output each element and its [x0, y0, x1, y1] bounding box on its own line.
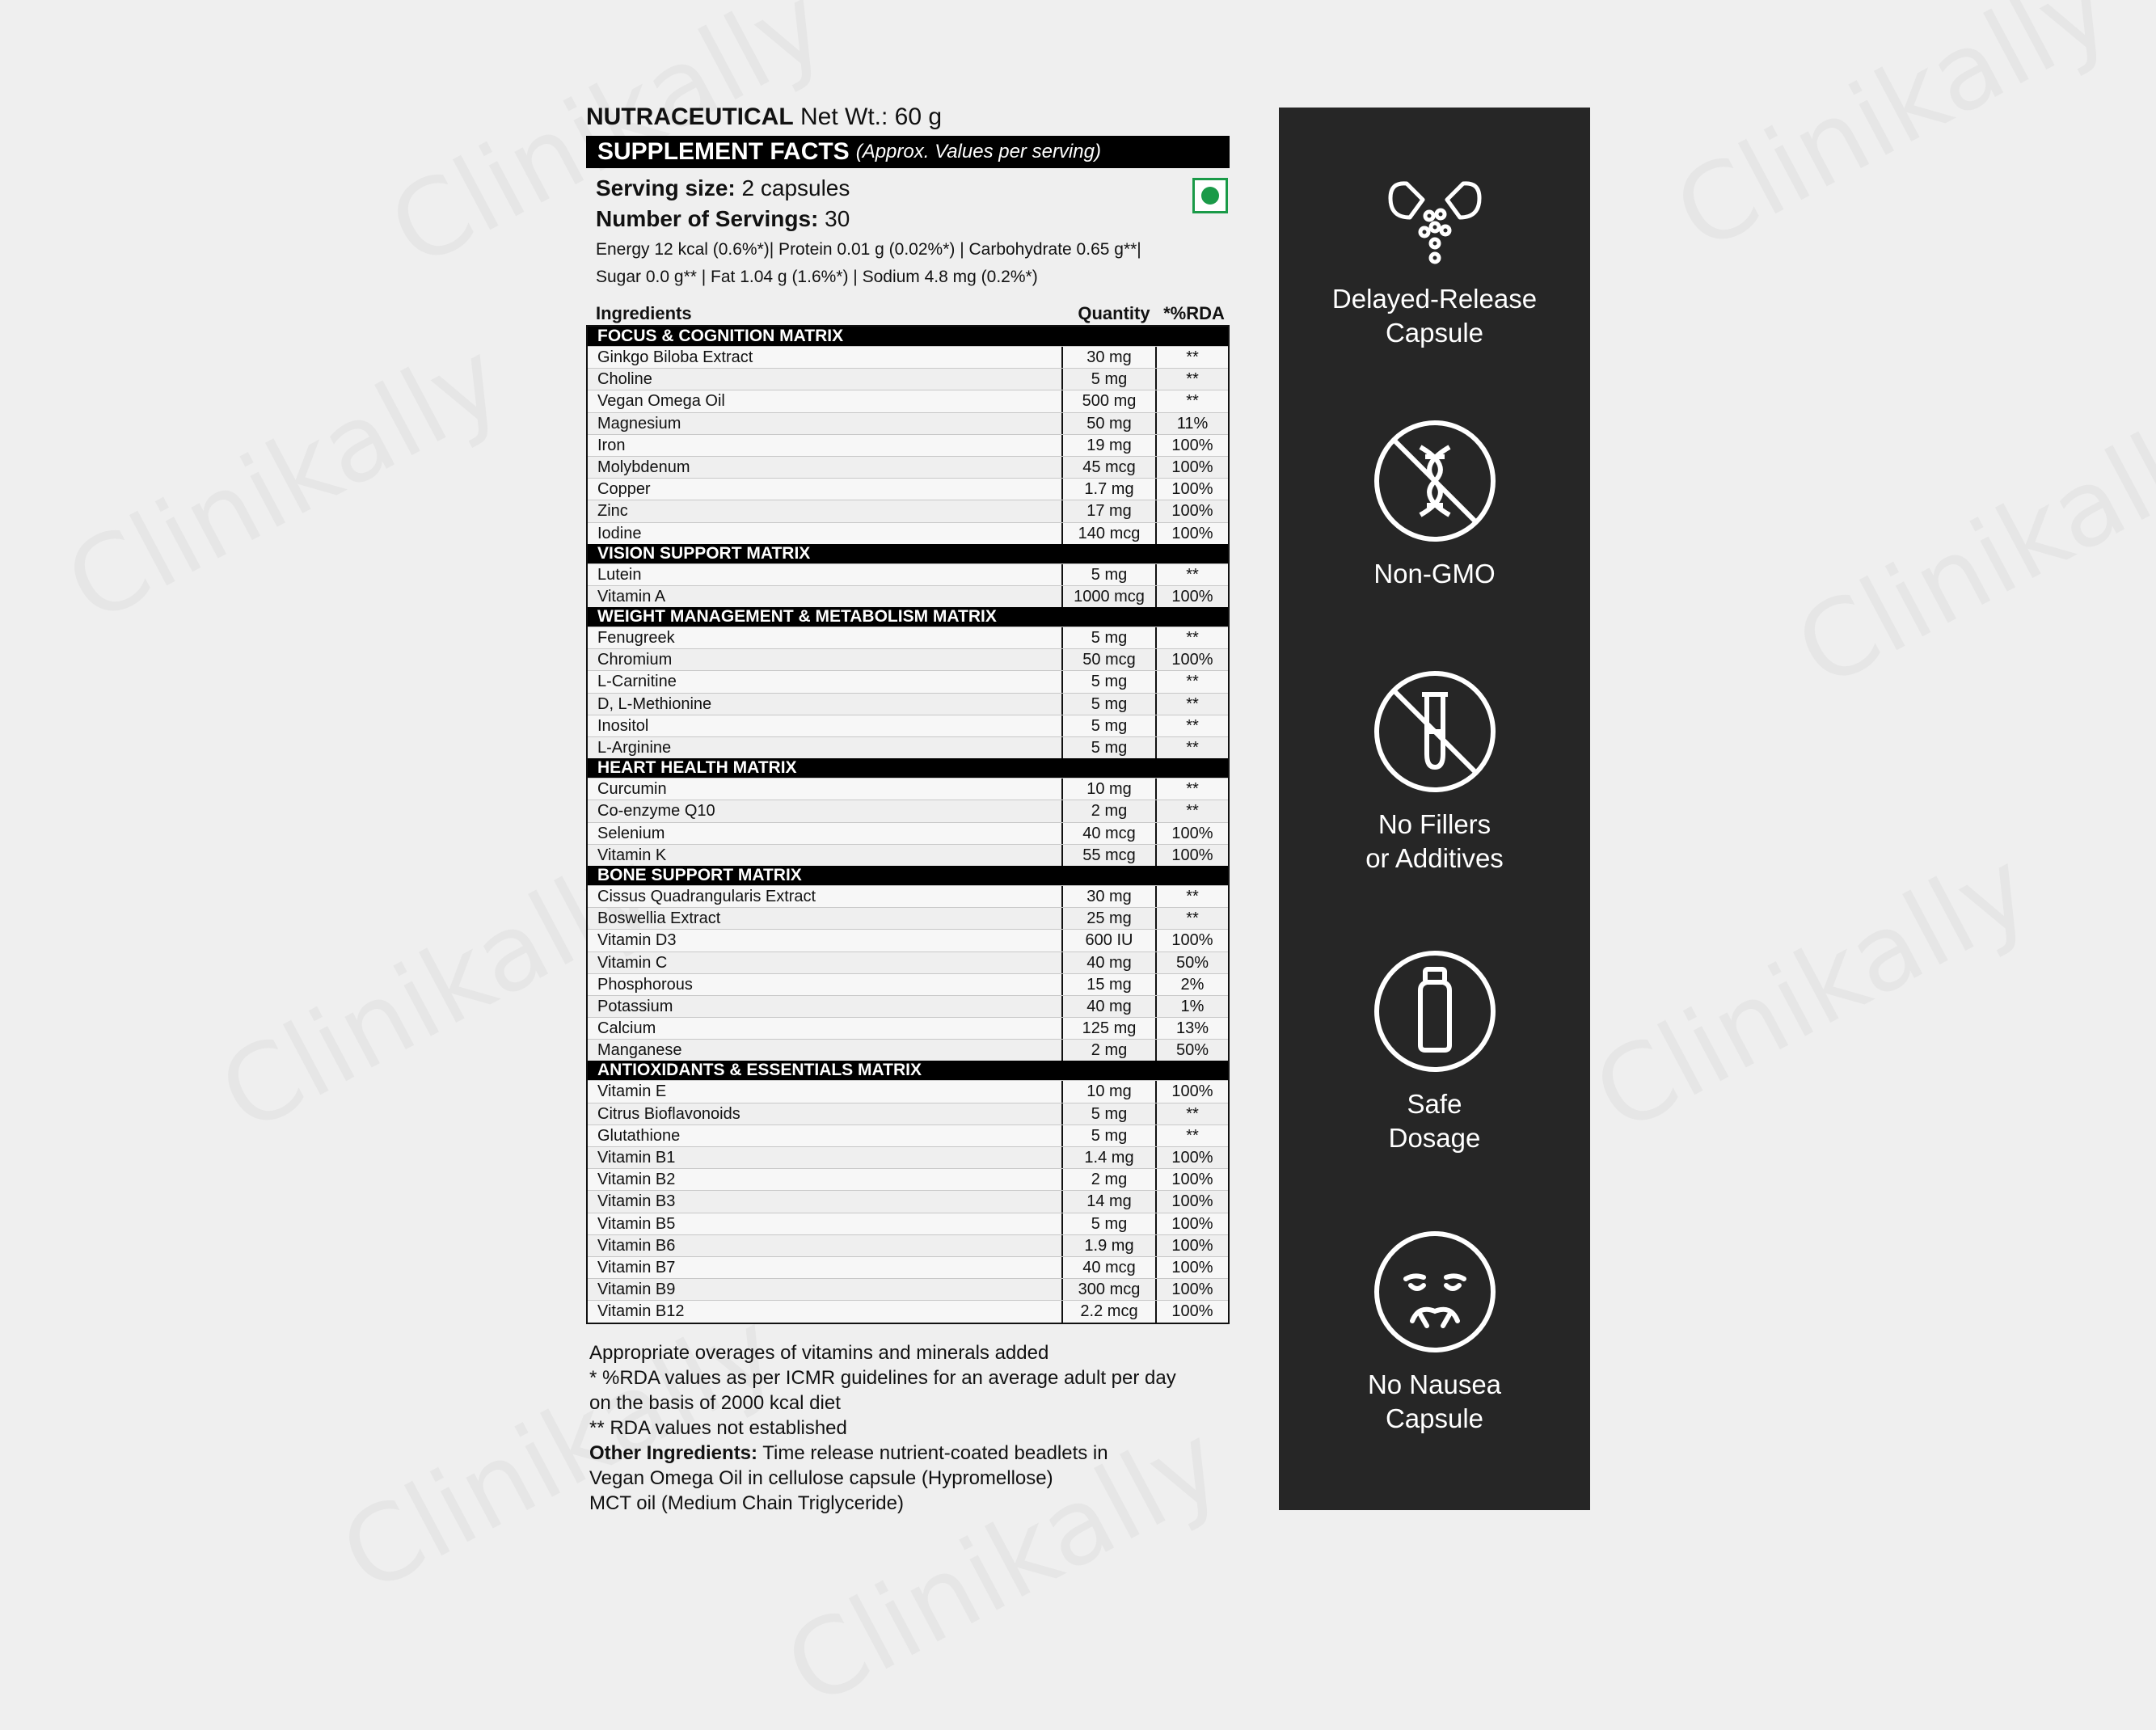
ingredient-rda: **	[1186, 565, 1199, 584]
footnote: * %RDA values as per ICMR guidelines for an average adult per day	[589, 1366, 1176, 1389]
net-weight: Net Wt.: 60 g	[800, 103, 943, 130]
table-row	[588, 778, 1228, 800]
table-row	[588, 1168, 1228, 1190]
ingredient-name: D, L-Methionine	[597, 694, 712, 713]
ingredient-name: Copper	[597, 480, 651, 499]
section-rows	[588, 346, 1228, 544]
section-header: FOCUS & COGNITION MATRIX	[588, 327, 1228, 346]
section-header: WEIGHT MANAGEMENT & METABOLISM MATRIX	[588, 607, 1228, 627]
ingredient-quantity: 5 mg	[1061, 737, 1157, 758]
ingredient-name: Vitamin B1	[597, 1149, 676, 1167]
feature-no-nausea	[1279, 1227, 1590, 1436]
serving-info	[586, 173, 1230, 234]
ingredient-name: Curcumin	[597, 780, 667, 799]
bottle-icon	[1370, 947, 1500, 1076]
ingredient-name: Iodine	[597, 524, 642, 542]
table-row	[588, 434, 1228, 456]
ingredient-rda: 100%	[1171, 1281, 1213, 1299]
net-weight-line	[586, 100, 1230, 134]
feature-safe-dosage	[1279, 947, 1590, 1155]
watermark	[1656, 0, 2129, 275]
ingredient-rda: 100%	[1171, 824, 1213, 842]
ingredient-name: Vitamin K	[597, 846, 667, 864]
table-row	[588, 390, 1228, 411]
section-rows	[588, 778, 1228, 866]
table-row	[588, 929, 1228, 951]
ingredient-rda: 100%	[1171, 480, 1213, 499]
features-panel	[1279, 108, 1590, 1510]
nutrient-summary	[586, 236, 1230, 291]
ingredient-name: Citrus Bioflavonoids	[597, 1104, 740, 1123]
ingredient-quantity: 500 mg	[1061, 390, 1157, 411]
table-row	[588, 952, 1228, 973]
ingredient-rda: 100%	[1171, 1082, 1213, 1101]
ingredient-rda: **	[1186, 909, 1199, 928]
ingredient-rda: 100%	[1171, 846, 1213, 864]
feature-label: Delayed-Release	[1331, 284, 1538, 314]
watermark	[47, 317, 521, 647]
feature-label: Capsule	[1385, 1403, 1484, 1433]
ingredient-name: Chromium	[597, 651, 673, 669]
supplement-label	[586, 100, 1230, 1516]
table-row	[588, 907, 1228, 929]
ingredient-name: Choline	[597, 370, 652, 389]
ingredient-quantity: 17 mg	[1061, 500, 1157, 521]
table-row	[588, 1146, 1228, 1168]
ingredient-name: Vitamin D3	[597, 931, 677, 950]
ingredient-quantity: 15 mg	[1061, 974, 1157, 995]
ingredient-rda: 100%	[1171, 1302, 1213, 1321]
feature-label: No Fillers	[1378, 809, 1491, 839]
ingredient-rda: **	[1186, 1104, 1199, 1123]
table-row	[588, 1256, 1228, 1278]
footnote: Appropriate overages of vitamins and minerals added	[589, 1341, 1049, 1364]
nutrient-line: Energy 12 kcal (0.6%*)| Protein 0.01 g (0.02%*) | Carbohydrate 0.65 g**|	[596, 240, 1141, 259]
ingredient-rda: **	[1186, 370, 1199, 389]
ingredient-name: Vitamin B6	[597, 1236, 676, 1255]
ingredient-name: Molybdenum	[597, 458, 690, 476]
ingredient-quantity: 5 mg	[1061, 694, 1157, 715]
ingredient-name: Calcium	[597, 1019, 656, 1038]
ingredient-quantity: 50 mg	[1061, 413, 1157, 434]
ingredient-rda: 100%	[1171, 1149, 1213, 1167]
ingredient-rda: 100%	[1171, 651, 1213, 669]
table-row	[588, 693, 1228, 715]
feature-label: or Additives	[1365, 843, 1504, 873]
rda-header: *%RDA	[1163, 303, 1225, 323]
dna-crossed-icon	[1370, 416, 1500, 546]
ingredient-rda: 2%	[1180, 975, 1205, 994]
number-of-servings	[596, 204, 1230, 234]
table-row	[588, 1190, 1228, 1212]
section-header: ANTIOXIDANTS & ESSENTIALS MATRIX	[588, 1061, 1228, 1080]
ingredient-rda: 50%	[1175, 953, 1209, 972]
table-row	[588, 1124, 1228, 1146]
ingredient-quantity: 140 mcg	[1061, 523, 1157, 544]
capsule-icon	[1374, 174, 1496, 271]
ingredient-quantity: 600 IU	[1061, 930, 1157, 951]
table-row	[588, 368, 1228, 390]
footnote: on the basis of 2000 kcal diet	[589, 1391, 841, 1414]
footnote: ** RDA values not established	[589, 1416, 847, 1439]
table-row	[588, 1080, 1228, 1102]
ingredient-rda: 100%	[1171, 587, 1213, 606]
table-row	[588, 346, 1228, 368]
ingredient-rda: 100%	[1171, 1214, 1213, 1233]
section-rows	[588, 563, 1228, 607]
ingredient-rda: **	[1186, 392, 1199, 411]
quantity-header: Quantity	[1078, 303, 1150, 323]
table-row	[588, 585, 1228, 607]
feature-delayed-release	[1279, 174, 1590, 350]
ingredient-name: L-Arginine	[597, 739, 672, 757]
ingredient-quantity: 2.2 mcg	[1061, 1301, 1157, 1322]
table-row	[588, 563, 1228, 585]
table-row	[588, 822, 1228, 844]
table-row	[588, 885, 1228, 907]
feature-label: Capsule	[1385, 318, 1484, 348]
ingredient-rda: **	[1186, 780, 1199, 799]
ingredient-rda: 50%	[1175, 1041, 1209, 1060]
ingredient-name: Fenugreek	[597, 629, 675, 648]
table-row	[588, 800, 1228, 821]
table-row	[588, 973, 1228, 995]
table-row	[588, 1039, 1228, 1061]
ingredient-name: Vitamin B9	[597, 1281, 676, 1299]
table-row	[588, 670, 1228, 692]
feature-label: Non-GMO	[1373, 559, 1496, 589]
ingredient-quantity: 55 mcg	[1061, 845, 1157, 866]
ingredient-name: Vitamin B7	[597, 1258, 676, 1276]
ingredient-quantity: 300 mcg	[1061, 1279, 1157, 1300]
table-row	[588, 1234, 1228, 1256]
ingredient-quantity: 40 mg	[1061, 996, 1157, 1017]
ingredient-name: Boswellia Extract	[597, 909, 721, 928]
ingredient-quantity: 2 mg	[1061, 1169, 1157, 1190]
table-row	[588, 995, 1228, 1017]
table-row	[588, 715, 1228, 736]
ingredient-name: Co-enzyme Q10	[597, 802, 715, 821]
ingredient-quantity: 50 mcg	[1061, 649, 1157, 670]
ingredient-rda: 100%	[1171, 931, 1213, 950]
section-rows	[588, 885, 1228, 1061]
serving-size-value: 2 capsules	[741, 175, 850, 200]
table-row	[588, 627, 1228, 648]
table-row	[588, 478, 1228, 500]
table-row	[588, 648, 1228, 670]
ingredient-quantity: 1.4 mg	[1061, 1147, 1157, 1168]
ingredient-quantity: 5 mg	[1061, 715, 1157, 736]
ingredient-rda: 100%	[1171, 1171, 1213, 1189]
ingredient-rda: **	[1186, 673, 1199, 691]
ingredient-rda: **	[1186, 629, 1199, 648]
ingredient-name: Vitamin B5	[597, 1214, 676, 1233]
table-header	[586, 302, 1230, 325]
serving-size-label: Serving size:	[596, 175, 736, 200]
nausea-face-icon	[1370, 1227, 1500, 1357]
table-row	[588, 1300, 1228, 1322]
ingredient-name: Vitamin B12	[597, 1302, 685, 1321]
ingredient-quantity: 5 mg	[1061, 1125, 1157, 1146]
nutrient-line: Sugar 0.0 g** | Fat 1.04 g (1.6%*) | Sodium 4.8 mg (0.2%*)	[596, 268, 1038, 286]
ingredient-rda: 1%	[1180, 997, 1205, 1015]
ingredient-quantity: 45 mcg	[1061, 457, 1157, 478]
other-ingredients-label: Other Ingredients:	[589, 1441, 758, 1464]
ingredient-quantity: 30 mg	[1061, 347, 1157, 368]
serving-size	[596, 173, 1230, 204]
ingredient-rda: 100%	[1171, 1258, 1213, 1276]
ingredient-quantity: 1000 mcg	[1061, 586, 1157, 607]
section-header: HEART HEALTH MATRIX	[588, 758, 1228, 778]
ingredient-name: Iron	[597, 436, 626, 454]
other-ingredients-text: MCT oil (Medium Chain Triglyceride)	[589, 1492, 904, 1514]
ingredient-rda: **	[1186, 348, 1199, 366]
table-row	[588, 522, 1228, 544]
ingredients-header: Ingredients	[596, 303, 692, 323]
ingredient-quantity: 5 mg	[1061, 564, 1157, 585]
section-rows	[588, 1080, 1228, 1322]
table-row	[588, 1017, 1228, 1039]
ingredient-rda: 100%	[1171, 436, 1213, 454]
ingredient-rda: **	[1186, 716, 1199, 735]
table-row	[588, 1103, 1228, 1124]
ingredient-quantity: 2 mg	[1061, 800, 1157, 821]
table-row	[588, 844, 1228, 866]
ingredient-quantity: 5 mg	[1061, 369, 1157, 390]
ingredient-name: Phosphorous	[597, 975, 693, 994]
ingredient-name: Vitamin A	[597, 587, 666, 606]
ingredient-quantity: 1.7 mg	[1061, 479, 1157, 500]
watermark	[1575, 826, 2048, 1156]
ingredient-quantity: 40 mcg	[1061, 1257, 1157, 1278]
ingredient-quantity: 25 mg	[1061, 908, 1157, 929]
servings-value: 30	[825, 206, 850, 231]
ingredient-quantity: 5 mg	[1061, 671, 1157, 692]
ingredient-rda: 13%	[1175, 1019, 1209, 1038]
veg-symbol-icon	[1192, 178, 1228, 213]
ingredient-quantity: 30 mg	[1061, 886, 1157, 907]
supplement-facts-bar	[586, 136, 1230, 168]
ingredient-name: Vitamin C	[597, 953, 668, 972]
ingredient-rda: 100%	[1171, 458, 1213, 476]
nutraceutical-label: NUTRACEUTICAL	[586, 103, 794, 130]
ingredient-rda: **	[1186, 887, 1199, 905]
table-row	[588, 456, 1228, 478]
ingredient-quantity: 5 mg	[1061, 1103, 1157, 1124]
ingredient-quantity: 40 mcg	[1061, 823, 1157, 844]
ingredient-name: Lutein	[597, 565, 642, 584]
ingredient-name: Inositol	[597, 716, 649, 735]
supplement-facts-subtitle: (Approx. Values per serving)	[855, 141, 1101, 162]
watermark	[1777, 382, 2156, 711]
table-row	[588, 736, 1228, 758]
ingredient-rda: 100%	[1171, 502, 1213, 521]
ingredient-name: Cissus Quadrangularis Extract	[597, 887, 816, 905]
ingredient-rda: **	[1186, 802, 1199, 821]
other-ingredients-text: Time release nutrient-coated beadlets in	[762, 1441, 1108, 1464]
supplement-facts-title: SUPPLEMENT FACTS	[597, 138, 850, 165]
servings-label: Number of Servings:	[596, 206, 819, 231]
ingredient-quantity: 5 mg	[1061, 1213, 1157, 1234]
ingredient-quantity: 40 mg	[1061, 952, 1157, 973]
table-row	[588, 1278, 1228, 1300]
ingredient-quantity: 2 mg	[1061, 1040, 1157, 1061]
feature-label: Safe	[1407, 1089, 1462, 1119]
ingredient-quantity: 1.9 mg	[1061, 1235, 1157, 1256]
section-rows	[588, 627, 1228, 758]
table-row	[588, 500, 1228, 521]
feature-label: Dosage	[1388, 1123, 1481, 1153]
ingredient-name: Vitamin B3	[597, 1192, 676, 1211]
feature-no-fillers	[1279, 667, 1590, 876]
ingredient-name: Vegan Omega Oil	[597, 392, 725, 411]
ingredient-rda: **	[1186, 739, 1199, 757]
ingredient-rda: **	[1186, 1126, 1199, 1145]
ingredient-quantity: 14 mg	[1061, 1191, 1157, 1212]
ingredient-quantity: 125 mg	[1061, 1018, 1157, 1039]
ingredient-name: Vitamin B2	[597, 1171, 676, 1189]
ingredient-quantity: 10 mg	[1061, 778, 1157, 800]
ingredient-rda: 100%	[1171, 1236, 1213, 1255]
ingredient-rda: 100%	[1171, 524, 1213, 542]
feature-non-gmo	[1279, 416, 1590, 591]
ingredient-name: Ginkgo Biloba Extract	[597, 348, 753, 366]
ingredient-name: Zinc	[597, 502, 628, 521]
section-header: VISION SUPPORT MATRIX	[588, 544, 1228, 563]
ingredient-name: Selenium	[597, 824, 665, 842]
other-ingredients	[589, 1441, 1230, 1466]
ingredient-rda: 11%	[1176, 414, 1209, 432]
test-tube-crossed-icon	[1370, 667, 1500, 796]
ingredient-quantity: 10 mg	[1061, 1081, 1157, 1102]
ingredient-quantity: 19 mg	[1061, 435, 1157, 456]
ingredient-name: Manganese	[597, 1041, 682, 1060]
ingredient-name: Magnesium	[597, 414, 681, 432]
table-row	[588, 1213, 1228, 1234]
other-ingredients-text: Vegan Omega Oil in cellulose capsule (Hypromellose)	[589, 1466, 1053, 1489]
ingredient-rda: **	[1186, 694, 1199, 713]
ingredients-table	[586, 325, 1230, 1324]
ingredient-quantity: 5 mg	[1061, 627, 1157, 648]
ingredient-name: L-Carnitine	[597, 673, 677, 691]
feature-label: No Nausea	[1367, 1369, 1502, 1399]
ingredient-name: Potassium	[597, 997, 673, 1015]
section-header: BONE SUPPORT MATRIX	[588, 866, 1228, 885]
table-row	[588, 412, 1228, 434]
ingredient-rda: 100%	[1171, 1192, 1213, 1211]
ingredient-name: Vitamin E	[597, 1082, 667, 1101]
ingredient-name: Glutathione	[597, 1126, 681, 1145]
footnotes	[586, 1340, 1230, 1516]
